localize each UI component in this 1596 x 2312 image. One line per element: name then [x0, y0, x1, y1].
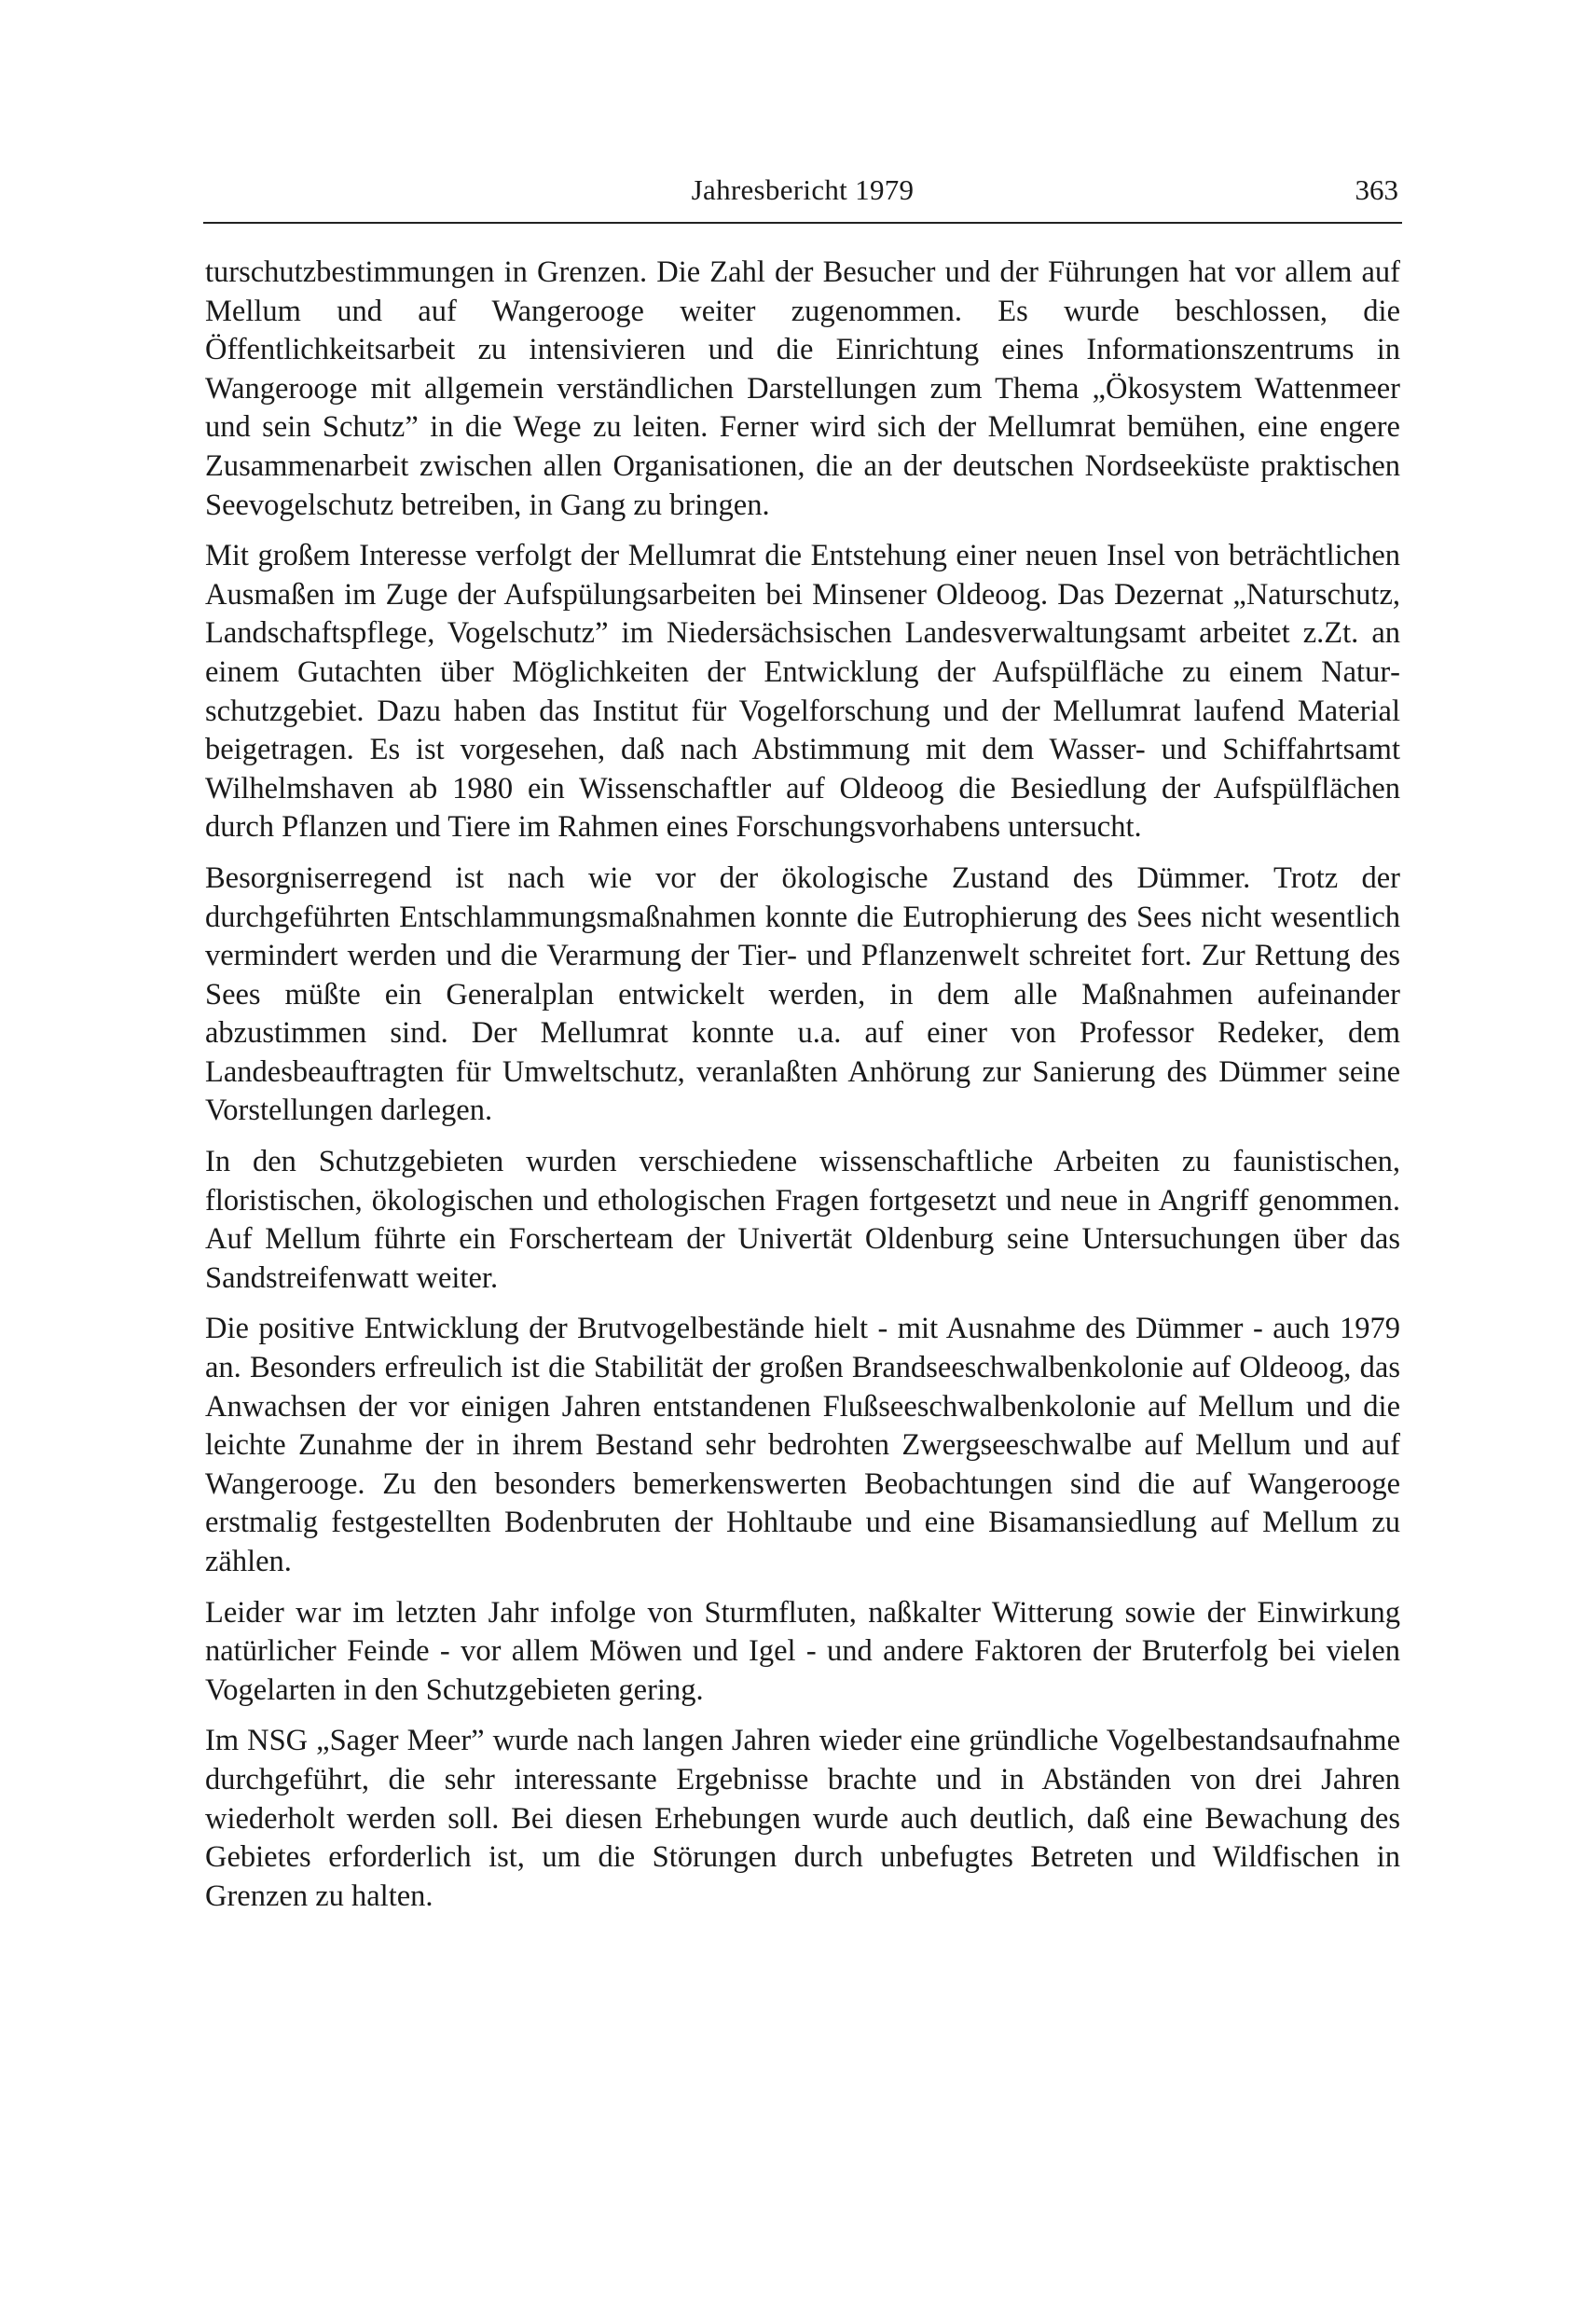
paragraph: Mit großem Interesse verfolgt der Mellumrat die Entstehung einer neuen Insel von beträchtlichen Ausmaßen im Zuge der Aufspülungsarbeiten bei Minsener Oldeoog. Das Dezernat „Naturschutz, Landschaftspflege, Vogelschutz” im Niedersächsischen Landesverwaltungsamt arbeitet z.Zt. an einem Gutachten über Möglichkeiten der Entwicklung der Aufspülfläche zu einem Naturschutzgebiet. Dazu haben das Institut für Vogelforschung und der Mellumrat laufend Material beigetragen. Es ist vorgesehen, daß nach Abstimmung mit dem Wasser- und Schiffahrtsamt Wilhelmshaven ab 1980 ein Wissenschaftler auf Oldeoog die Besiedlung der Aufspülflächen durch Pflanzen und Tiere im Rahmen eines Forschungsvorhabens untersucht.: [205, 539, 1400, 845]
paragraph: turschutzbestimmungen in Grenzen. Die Zahl der Besucher und der Führungen hat vor allem auf Mellum und auf Wangerooge weiter zugenommen. Es wurde beschlossen, die Öffentlichkeitsarbeit zu intensivieren und die Einrichtung eines Informationszentrums in Wangerooge mit allgemein verständlichen Darstellungen zum Thema „Ökosystem Wattenmeer und sein Schutz” in die Wege zu leiten. Ferner wird sich der Mellumrat bemühen, eine engere Zusammenarbeit zwischen allen Organisationen, die an der deutschen Nordseeküste praktischen Seevogelschutz betreiben, in Gang zu bringen.: [205, 255, 1400, 522]
paragraph: Die positive Entwicklung der Brutvogelbestände hielt - mit Ausnahme des Dümmer - auch 1979 an. Besonders erfreulich ist die Stabilität der großen Brandseeschwalbenkolonie auf Oldeoog, das Anwachsen der vor einigen Jahren entstandenen Flußseeschwalbenkolonie auf Mellum und die leichte Zunahme der in ihrem Bestand sehr bedrohten Zwergseeschwalbe auf Mellum und auf Wangerooge. Zu den besonders bemerkenswerten Beobachtungen sind die auf Wangerooge erstmalig festgestellten Bodenbruten der Hohltaube und eine Bisamansiedlung auf Mellum zu zählen.: [205, 1312, 1400, 1578]
paragraph: Besorgniserregend ist nach wie vor der ökologische Zustand des Dümmer. Trotz der durchgeführten Entschlammungsmaßnahmen konnte die Eutrophierung des Sees nicht wesentlich vermindert werden und die Verarmung der Tier- und Pflanzenwelt schreitet fort. Zur Rettung des Sees müßte ein Generalplan entwickelt werden, in dem alle Maßnahmen aufeinander abzustimmen sind. Der Mellumrat konnte u.a. auf einer von Professor Redeker, dem Landesbeauftragten für Umweltschutz, veranlaßten Anhörung zur Sanierung des Dümmer seine Vorstellungen darlegen.: [205, 860, 1400, 1128]
page-number: 363: [1355, 173, 1398, 206]
running-title: Jahresbericht 1979: [691, 173, 915, 206]
paragraph: Im NSG „Sager Meer” wurde nach langen Jahren wieder eine gründliche Vogelbestandsaufnahme durchgeführt, die sehr interessante Ergebnisse brachte und in Abständen von drei Jahren wiederholt werden soll. Bei diesen Erhebungen wurde auch deutlich, daß eine Bewachung des Gebietes erforderlich ist, um die Störungen durch unbefugtes Betreten und Wildfischen in Grenzen zu halten.: [205, 1724, 1400, 1913]
body-text: [205, 254, 1400, 1928]
running-header: [203, 157, 1402, 224]
paragraph: Leider war im letzten Jahr infolge von Sturmfluten, naßkalter Witterung sowie der Einwirkung natürlicher Feinde - vor allem Möwen und Igel - und andere Faktoren der Bruterfolg bei vielen Vogelarten in den Schutzgebieten gering.: [205, 1595, 1400, 1707]
paragraph: In den Schutzgebieten wurden verschiedene wissenschaftliche Arbeiten zu faunistischen, floristischen, ökologischen und ethologischen Fragen fortgesetzt und neue in Angriff genommen. Auf Mellum führte ein Forscherteam der Univertät Oldenburg seine Untersuchungen über das Sandstreifenwatt weiter.: [205, 1145, 1400, 1295]
